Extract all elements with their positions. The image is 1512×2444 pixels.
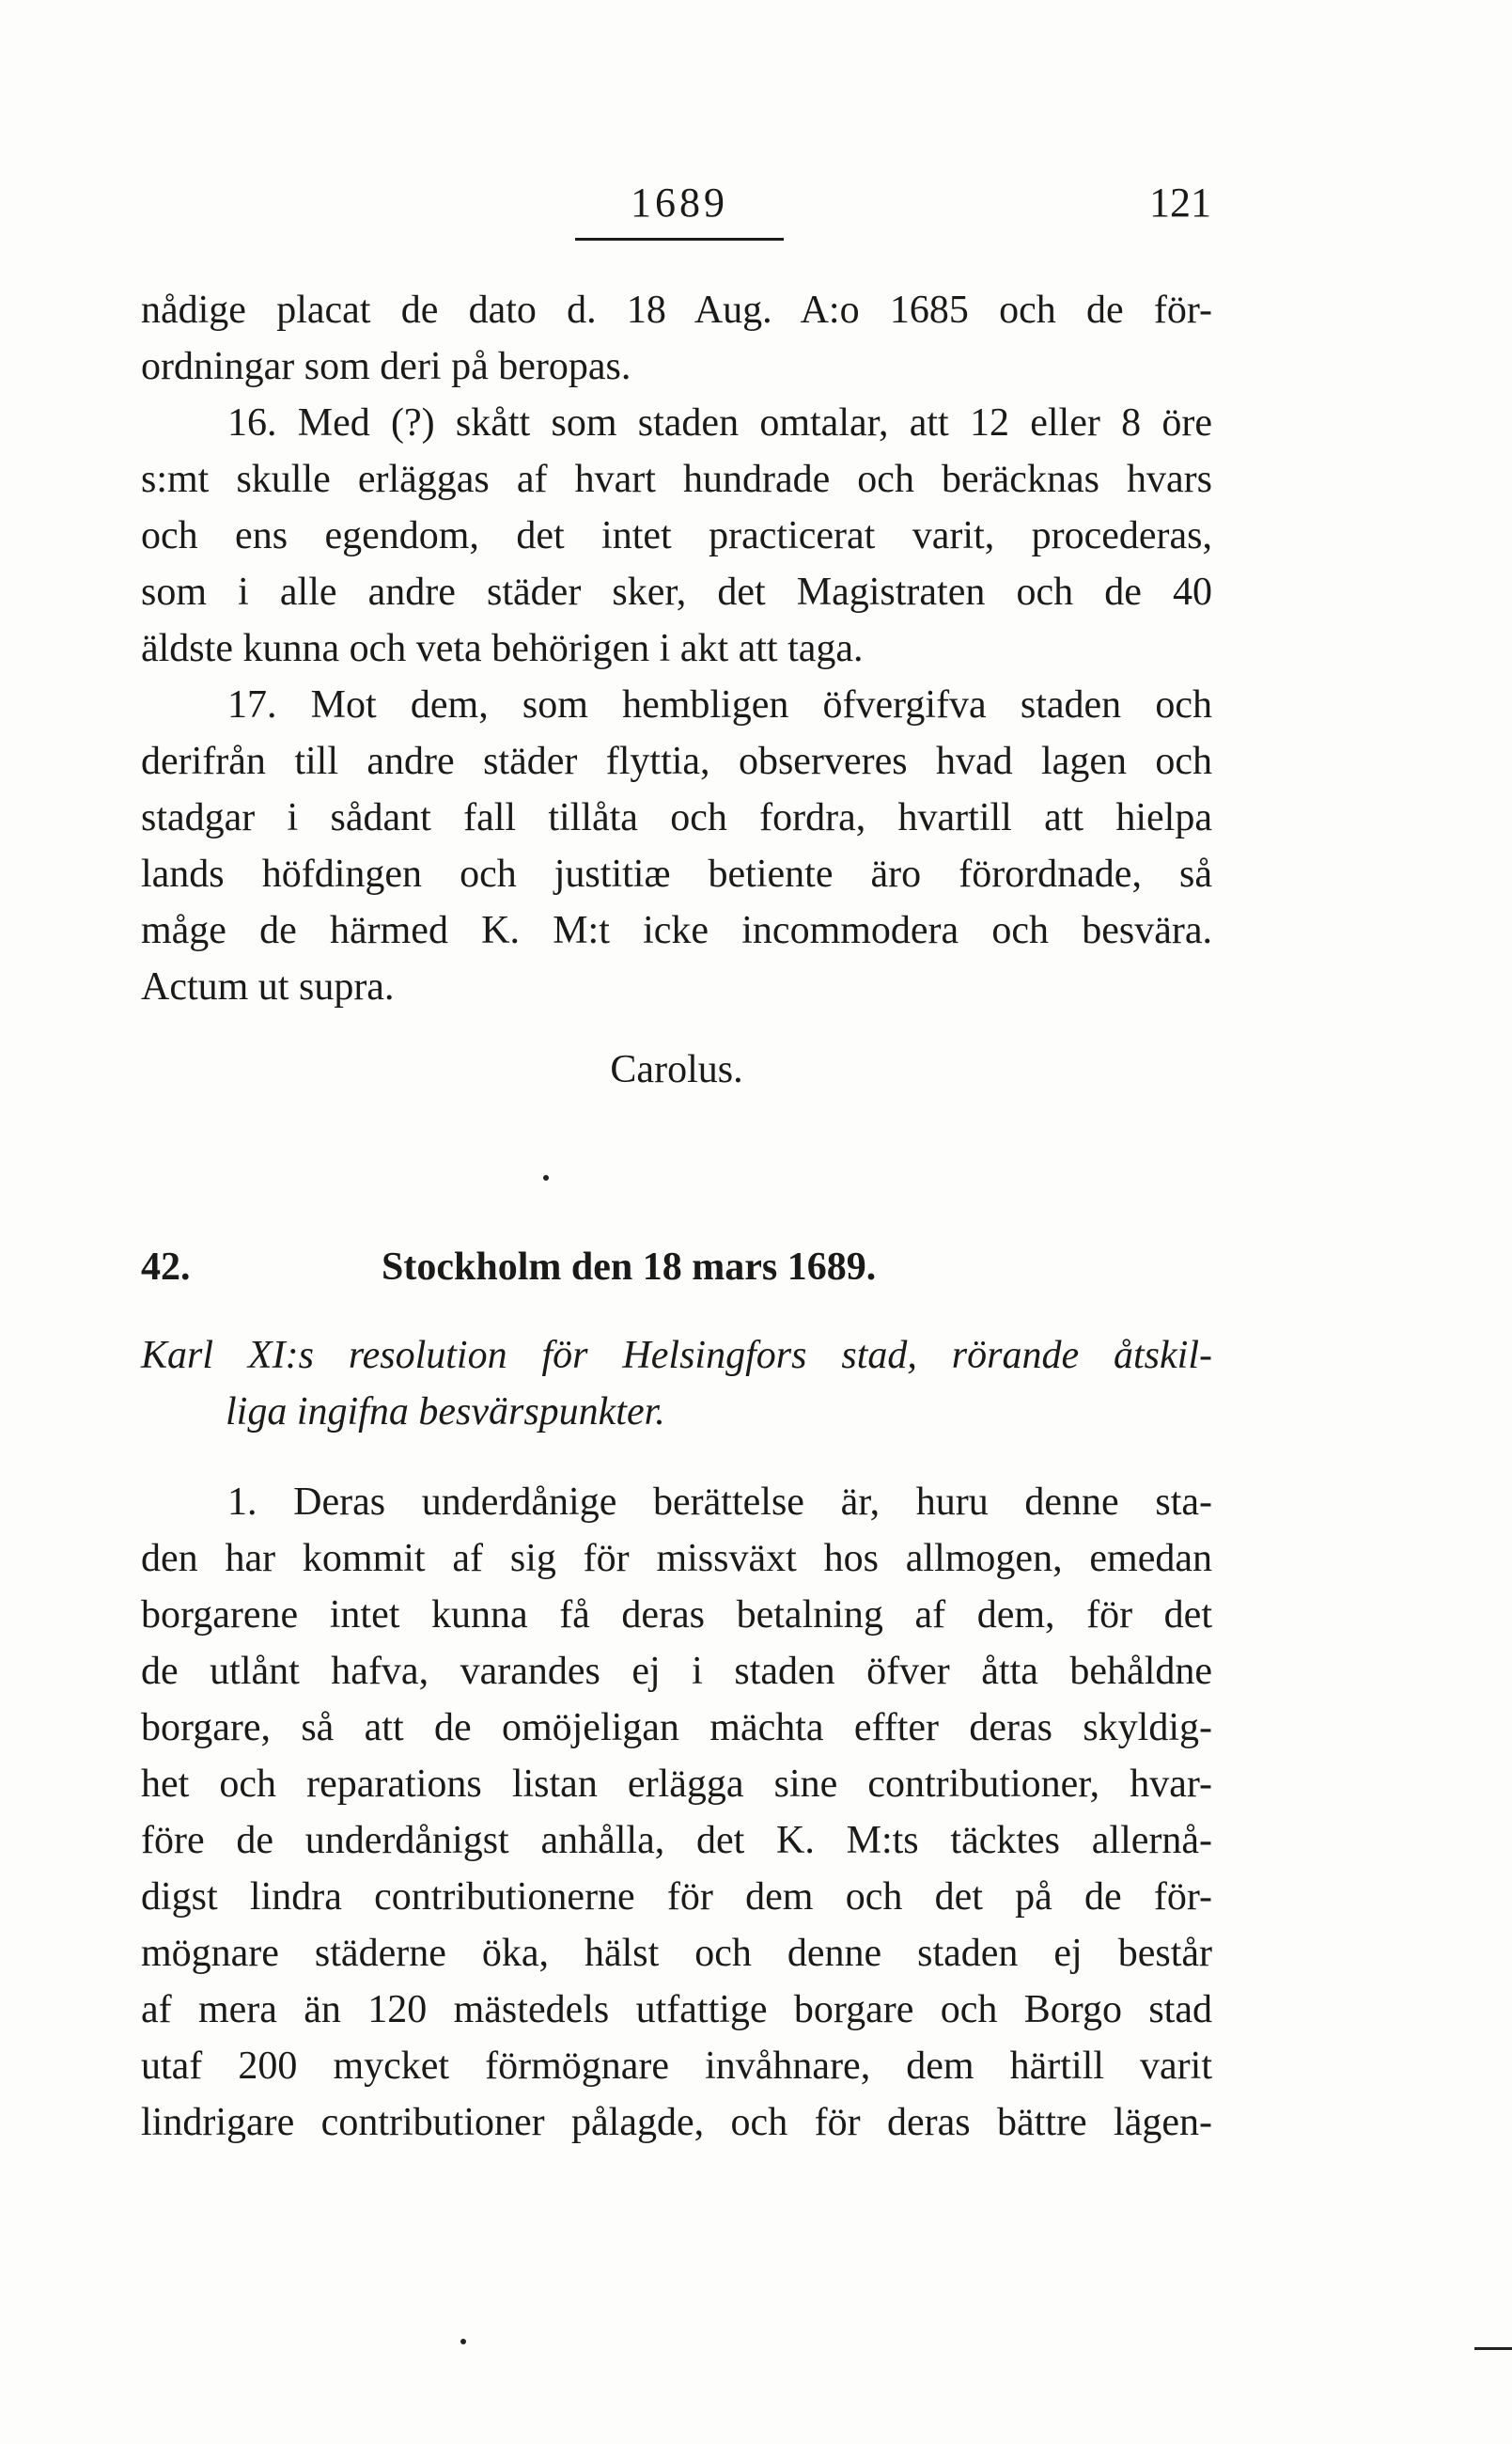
body-line: stadgar i sådant fall tillåta och fordra, hvartill att hielpa: [141, 796, 1212, 839]
body-line: äldste kunna och veta behörigen i akt att taga.: [141, 627, 864, 670]
signature: Carolus.: [610, 1048, 743, 1091]
body-line: mögnare städerne öka, hälst och denne staden ej består: [141, 1932, 1212, 1975]
body-line: s:mt skulle erläggas af hvart hundrade och beräcknas hvars: [141, 458, 1212, 501]
decorative-dot: [543, 1175, 549, 1181]
page-number: 121: [1149, 180, 1211, 226]
body-line: de utlånt hafva, varandes ej i staden öfver åtta behåldne: [141, 1650, 1212, 1693]
section-heading: Stockholm den 18 mars 1689.: [382, 1246, 877, 1289]
body-line: lindrigare contributioner pålagde, och för deras bättre lägen-: [141, 2101, 1212, 2144]
body-line: ordningar som deri på beropas.: [141, 345, 631, 388]
body-line: som i alle andre städer sker, det Magistraten och de 40: [141, 571, 1212, 614]
body-line: Actum ut supra.: [141, 965, 395, 1009]
body-line: utaf 200 mycket förmögnare invåhnare, dem härtill varit: [141, 2044, 1212, 2088]
body-line: borgarene intet kunna få deras betalning af dem, för det: [141, 1593, 1212, 1637]
body-line: måge de härmed K. M:t icke incommodera och besvära.: [141, 909, 1212, 952]
section-number: 42.: [141, 1246, 191, 1289]
body-line: digst lindra contributionerne för dem och det på de för-: [141, 1875, 1212, 1919]
body-line: borgare, så att de omöjeligan mächta effter deras skyldig-: [141, 1706, 1212, 1749]
body-line: 1. Deras underdånige berättelse är, huru denne sta-: [227, 1480, 1212, 1524]
body-line: och ens egendom, det intet practicerat varit, procederas,: [141, 514, 1212, 557]
document-title: Karl XI:s resolution för Helsingfors stad, rörande åtskil-: [141, 1334, 1212, 1377]
body-line: den har kommit af sig för missväxt hos allmogen, emedan: [141, 1537, 1212, 1580]
body-line: nådige placat de dato d. 18 Aug. A:o 1685 och de för-: [141, 289, 1212, 332]
edge-mark: [1474, 2347, 1512, 2350]
decorative-dot: [460, 2339, 466, 2344]
page-header-year: 1689: [575, 179, 784, 241]
body-line: 16. Med (?) skått som staden omtalar, att 12 eller 8 öre: [227, 401, 1212, 445]
body-line: derifrån till andre städer flyttia, observeres hvad lagen och: [141, 740, 1212, 783]
body-line: af mera än 120 mästedels utfattige borgare och Borgo stad: [141, 1988, 1212, 2031]
body-line: het och reparations listan erlägga sine contributioner, hvar-: [141, 1762, 1212, 1806]
body-line: lands höfdingen och justitiæ betiente äro förordnade, så: [141, 853, 1212, 896]
body-line: 17. Mot dem, som hembligen öfvergifva staden och: [227, 683, 1212, 727]
document-title: liga ingifna besvärspunkter.: [226, 1390, 665, 1434]
body-line: före de underdånigst anhålla, det K. M:ts täcktes allernå-: [141, 1819, 1212, 1862]
